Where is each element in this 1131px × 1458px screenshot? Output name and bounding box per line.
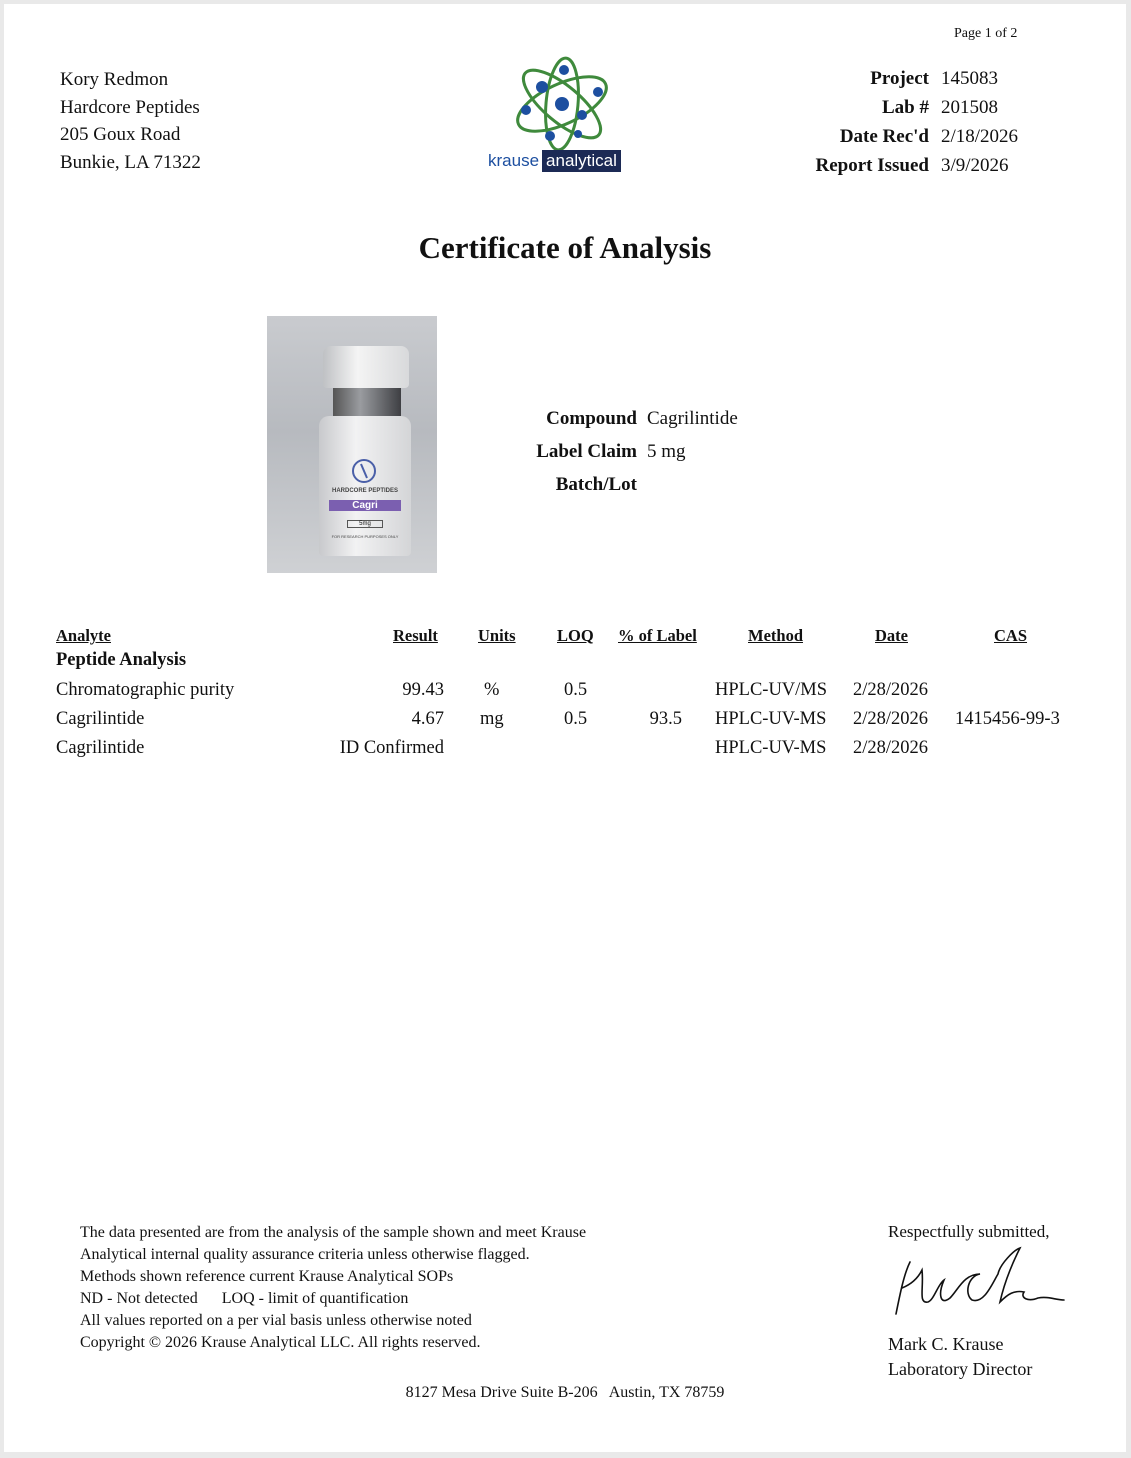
meta-row-project <box>764 64 1018 93</box>
sample-row-batch-lot <box>504 468 738 501</box>
meta-value: 3/9/2026 <box>941 154 1009 176</box>
meta-value: 145083 <box>941 67 998 89</box>
footer-line-abbrev <box>80 1288 586 1310</box>
col-header-cas: CAS <box>994 626 1028 645</box>
sample-value: 5 mg <box>647 440 686 462</box>
atom-logo-icon <box>480 52 650 152</box>
footer-notes <box>80 1222 586 1354</box>
signature-block <box>888 1222 1068 1380</box>
meta-label: Date Rec'd <box>839 125 929 147</box>
cell-units: % <box>484 680 500 700</box>
client-city: Bunkie, LA 71322 <box>60 151 201 173</box>
abbrev-loq: LOQ - limit of quantification <box>221 1290 409 1307</box>
col-header-pct-label: % of Label <box>618 626 697 645</box>
sample-photo <box>267 316 437 573</box>
client-address <box>60 66 201 176</box>
meta-label: Project <box>870 67 929 89</box>
meta-value: 201508 <box>941 96 998 118</box>
cell-method: HPLC-UV-MS <box>715 738 827 758</box>
cell-method: HPLC-UV-MS <box>715 709 827 729</box>
meta-label: Report Issued <box>815 154 929 176</box>
cell-method: HPLC-UV/MS <box>715 680 828 700</box>
vial-brand: HARDCORE PEPTIDES <box>331 488 398 494</box>
report-page <box>4 4 1126 1452</box>
cell-analyte: Chromatographic purity <box>56 680 235 700</box>
sample-row-label-claim <box>504 435 738 468</box>
meta-row-lab <box>764 93 1018 122</box>
section-heading: Peptide Analysis <box>56 650 187 670</box>
lab-address: 8127 Mesa Drive Suite B-206 Austin, TX 78759 <box>405 1384 725 1401</box>
abbrev-nd: ND - Not detected <box>80 1290 198 1307</box>
vial-product: Cagri <box>329 500 401 511</box>
logo-word-analytical: analytical <box>542 150 621 172</box>
cell-result: 4.67 <box>411 709 444 729</box>
client-company: Hardcore Peptides <box>60 96 200 118</box>
krause-logo <box>480 52 650 178</box>
cell-result: ID Confirmed <box>339 738 444 758</box>
handwritten-signature <box>888 1244 1068 1324</box>
col-header-analyte: Analyte <box>56 626 111 645</box>
footer-line: All values reported on a per vial basis unless otherwise noted <box>80 1312 472 1329</box>
col-header-method: Method <box>748 626 803 645</box>
document-title: Certificate of Analysis <box>418 230 712 265</box>
sample-label: Compound <box>546 407 637 429</box>
footer-line: The data presented are from the analysis of the sample shown and meet Krause <box>80 1224 587 1241</box>
sample-info <box>504 402 738 501</box>
cell-analyte: Cagrilintide <box>56 709 145 729</box>
col-header-loq: LOQ <box>557 626 594 645</box>
sample-label: Batch/Lot <box>555 473 637 495</box>
footer-line: Methods shown reference current Krause Analytical SOPs <box>80 1268 454 1285</box>
report-meta <box>764 64 1018 180</box>
sample-row-compound <box>504 402 738 435</box>
logo-word-krause: krause <box>488 151 540 170</box>
cell-cas: 1415456-99-3 <box>955 709 1060 729</box>
cell-units: mg <box>480 709 504 729</box>
cell-date: 2/28/2026 <box>853 709 929 729</box>
sample-value: Cagrilintide <box>647 407 738 429</box>
meta-row-report-issued <box>764 151 1018 180</box>
cell-pct-label: 93.5 <box>649 709 682 729</box>
meta-value: 2/18/2026 <box>941 125 1019 147</box>
col-header-units: Units <box>478 626 516 645</box>
meta-row-date-received <box>764 122 1018 151</box>
vial-brand-icon <box>349 456 379 486</box>
sample-label: Label Claim <box>536 440 637 462</box>
signature-intro: Respectfully submitted, <box>888 1222 1050 1241</box>
client-name: Kory Redmon <box>60 69 169 90</box>
footer-copyright: Copyright © 2026 Krause Analytical LLC. All rights reserved. <box>80 1334 481 1351</box>
page-number: Page 1 of 2 <box>954 26 1018 41</box>
vial-note: FOR RESEARCH PURPOSES ONLY <box>331 534 399 539</box>
client-street: 205 Goux Road <box>60 124 181 145</box>
signatory-role: Laboratory Director <box>888 1359 1033 1379</box>
col-header-result: Result <box>393 626 438 645</box>
vial-dose: 5mg <box>347 520 383 528</box>
cell-loq: 0.5 <box>564 709 588 729</box>
cell-analyte: Cagrilintide <box>56 738 145 758</box>
cell-loq: 0.5 <box>564 680 588 700</box>
signatory-name: Mark C. Krause <box>888 1334 1004 1354</box>
meta-label: Lab # <box>882 96 929 118</box>
cell-result: 99.43 <box>402 680 444 700</box>
cell-date: 2/28/2026 <box>853 738 929 758</box>
footer-line: Analytical internal quality assurance criteria unless otherwise flagged. <box>80 1246 530 1263</box>
col-header-date: Date <box>875 626 908 645</box>
cell-date: 2/28/2026 <box>853 680 929 700</box>
